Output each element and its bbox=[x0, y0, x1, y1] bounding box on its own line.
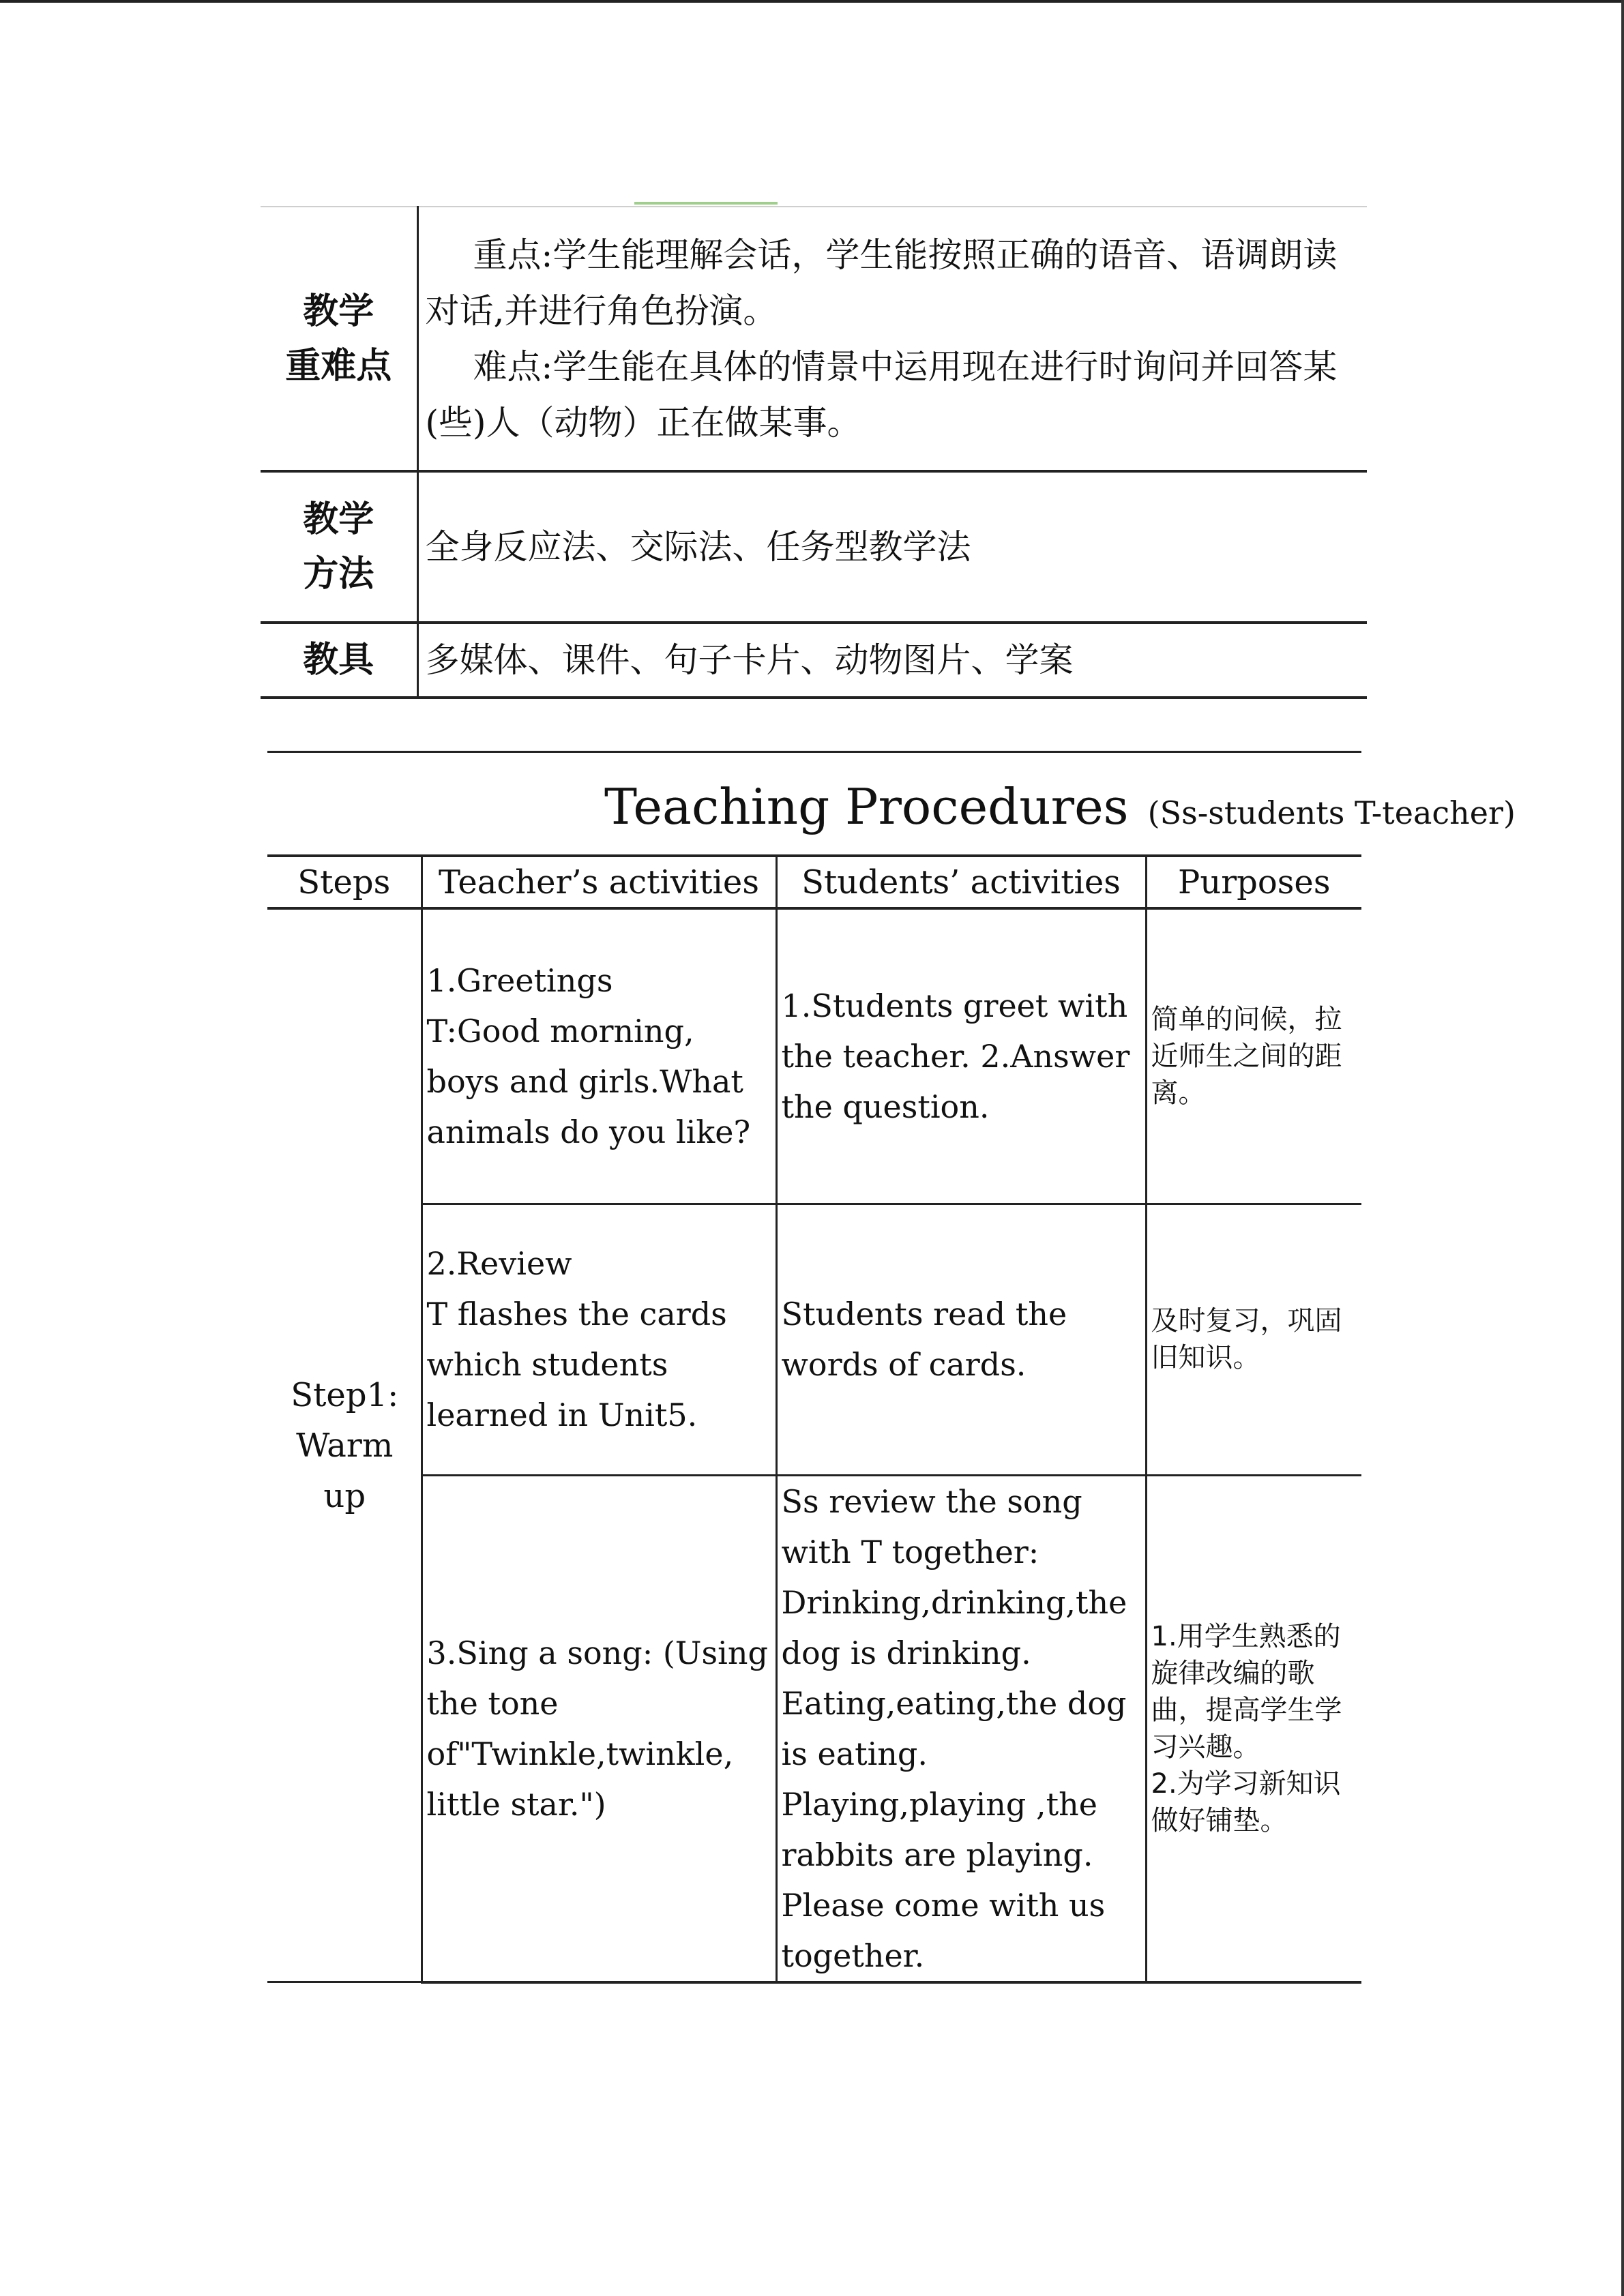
step-cell: Step1: Warm up bbox=[267, 908, 422, 1982]
info-row-key-points bbox=[261, 207, 1367, 471]
page-top-border bbox=[0, 0, 1624, 3]
page-right-border bbox=[1621, 0, 1624, 2296]
info-label: 教具 bbox=[261, 623, 417, 698]
key-point-paragraph: 重点:学生能理解会话，学生能按照正确的语音、语调朗读对话,并进行角色扮演。 bbox=[425, 235, 1338, 331]
students-activity-cell: 1.Students greet with the teacher. 2.Answer the question. bbox=[776, 908, 1146, 1204]
students-activity-cell: Students read the words of cards. bbox=[776, 1204, 1146, 1475]
green-mark bbox=[634, 202, 778, 205]
info-row-methods bbox=[261, 471, 1367, 623]
header-steps: Steps bbox=[267, 856, 422, 908]
table-row bbox=[267, 1204, 1361, 1475]
header-purposes: Purposes bbox=[1146, 856, 1361, 908]
teacher-activity-cell: 3.Sing a song: (Using the tone of"Twinkle,twinkle, little star.") bbox=[422, 1475, 776, 1982]
info-label: 教学 重难点 bbox=[261, 207, 417, 471]
info-label: 教学 方法 bbox=[261, 471, 417, 623]
procedures-subtitle: (Ss-students T-teacher) bbox=[1147, 794, 1516, 831]
teacher-activity-cell: 1.Greetings T:Good morning, boys and girls.What animals do you like? bbox=[422, 908, 776, 1204]
difficult-point-paragraph: 难点:学生能在具体的情景中运用现在进行时询问并回答某(些)人（动物）正在做某事。 bbox=[425, 346, 1338, 443]
students-activity-cell: Ss review the song with T together: Drinking,drinking,the dog is drinking. Eating,eating,the dog is eating. Playing,playing ,the rabbits are playing. Please come with us together. bbox=[776, 1475, 1146, 1982]
procedures-table bbox=[267, 854, 1361, 1984]
info-content: 全身反应法、交际法、任务型教学法 bbox=[425, 527, 971, 567]
procedures-header-row bbox=[267, 856, 1361, 908]
header-students-activities: Students’ activities bbox=[776, 856, 1146, 908]
table-row bbox=[267, 1475, 1361, 1982]
purpose-cell: 及时复习，巩固旧知识。 bbox=[1146, 1204, 1361, 1475]
info-content: 多媒体、课件、句子卡片、动物图片、学案 bbox=[425, 640, 1074, 680]
procedures-top-rule bbox=[267, 751, 1361, 753]
purpose-cell: 1.用学生熟悉的旋律改编的歌曲，提高学生学习兴趣。 2.为学习新知识做好铺垫。 bbox=[1146, 1475, 1361, 1982]
teacher-activity-cell: 2.Review T flashes the cards which students learned in Unit5. bbox=[422, 1204, 776, 1475]
info-table bbox=[261, 206, 1367, 699]
table-row bbox=[267, 908, 1361, 1204]
purpose-cell: 简单的问候，拉近师生之间的距离。 bbox=[1146, 908, 1361, 1204]
header-teacher-activities: Teacher’s activities bbox=[422, 856, 776, 908]
info-content bbox=[417, 207, 1367, 471]
info-row-teaching-aids bbox=[261, 623, 1367, 698]
procedures-title: Teaching Procedures (Ss-students T-teacher) bbox=[604, 778, 1516, 835]
